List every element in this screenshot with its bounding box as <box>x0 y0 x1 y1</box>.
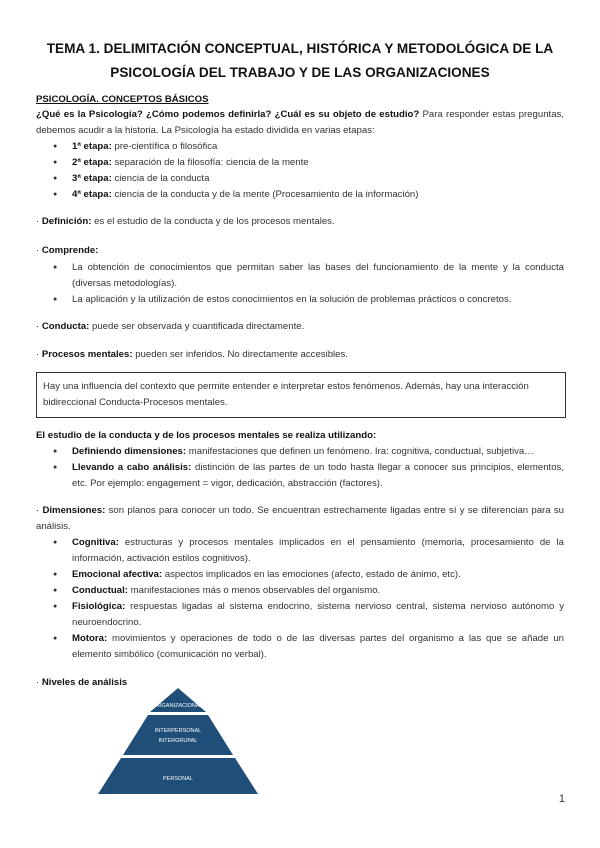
pyramid-label-intergrupal: INTERGRUPAL <box>158 738 198 744</box>
list-item: ● La aplicación y la utilización de estos conocimientos en la solución de problemas prácticos o concretos. <box>36 292 564 308</box>
list-item: ● 1ª etapa: pre-científica o filosófica <box>36 139 564 155</box>
list-item: ● Llevando a cabo análisis: distinción de las partes de un todo hasta llegar a conocer sus principios, elementos, etc. Por ejemplo: engagement = vigor, dedicación, abstracción (factores). <box>36 460 564 492</box>
context-note-box: Hay una influencia del contexto que permite entender e interpretar estos fenómenos. Además, hay una interacción bidireccional Conducta-Procesos mentales. <box>36 372 566 418</box>
comprende-list <box>36 260 564 308</box>
procesos-paragraph: · Procesos mentales: pueden ser inferidos. No directamente accesibles. <box>36 349 348 360</box>
levels-pyramid <box>90 684 270 796</box>
pyramid-label-interpersonal: INTERPERSONAL <box>154 728 202 734</box>
intro-text: Para responder estas preguntas, debemos acudir a la historia. La Psicología ha estado dividida en varias etapas: <box>36 109 564 136</box>
list-item: ● Conductual: manifestaciones más o menos observables del organismo. <box>36 583 564 599</box>
title-line-1: TEMA 1. DELIMITACIÓN CONCEPTUAL, HISTÓRICA Y METODOLÓGICA DE LA <box>46 41 554 56</box>
pyramid-middle <box>123 715 233 755</box>
page-number: 1 <box>558 793 565 805</box>
study-list <box>36 444 564 492</box>
section-heading: PSICOLOGÍA. CONCEPTOS BÁSICOS <box>36 94 209 105</box>
dimensions-list <box>36 535 564 663</box>
conducta-paragraph: · Conducta: puede ser observada y cuantificada directamente. <box>36 321 305 332</box>
levels-heading: · Niveles de análisis <box>36 677 128 688</box>
list-item: ● 4ª etapa: ciencia de la conducta y de la mente (Procesamiento de la información) <box>36 187 564 203</box>
intro-question: ¿Qué es la Psicología? ¿Cómo podemos definirla? ¿Cuál es su objeto de estudio? <box>36 109 420 120</box>
list-item: ● 2ª etapa: separación de la filosofía: ciencia de la mente <box>36 155 564 171</box>
pyramid-label-organizacional: ORGANIZACIONAL <box>153 703 203 709</box>
list-item: ● Motora: movimientos y operaciones de todo o de las diversas partes del organismo a las que se añade un elemento simbólico (comunicación no verbal). <box>36 631 564 663</box>
list-item: ● La obtención de conocimientos que permitan saber las bases del funcionamiento de la mente y la conducta (diversas metodologías). <box>36 260 564 292</box>
list-item: ● Fisiológica: respuestas ligadas al sistema endocrino, sistema nervioso central, sistema nervioso autónomo y neuroendocrino. <box>36 599 564 631</box>
list-item: ● Cognitiva: estructuras y procesos mentales implicados en el pensamiento (memoria, procesamiento de la información, activación estilos cognitivos). <box>36 535 564 567</box>
intro-paragraph <box>36 107 564 139</box>
definition-paragraph: · Definición: es el estudio de la conducta y de los procesos mentales. <box>36 216 335 227</box>
list-item: ● 3ª etapa: ciencia de la conducta <box>36 171 564 187</box>
list-item: ● Definiendo dimensiones: manifestaciones que definen un fenómeno. Ira: cognitiva, conductual, subjetiva… <box>36 444 564 460</box>
study-heading: El estudio de la conducta y de los procesos mentales se realiza utilizando: <box>36 430 377 441</box>
comprende-heading: · Comprende: <box>36 245 99 256</box>
dimensions-paragraph: · Dimensiones: son planos para conocer un todo. Se encuentran estrechamente ligadas entre sí y se diferencian para su análisis. <box>36 505 564 532</box>
pyramid-label-personal: PERSONAL <box>163 776 193 782</box>
page-title <box>24 37 576 85</box>
list-item: ● Emocional afectiva: aspectos implicados en las emociones (afecto, estado de ánimo, etc). <box>36 567 564 583</box>
stages-list <box>36 139 564 203</box>
title-line-2: PSICOLOGÍA DEL TRABAJO Y DE LAS ORGANIZACIONES <box>110 65 490 80</box>
